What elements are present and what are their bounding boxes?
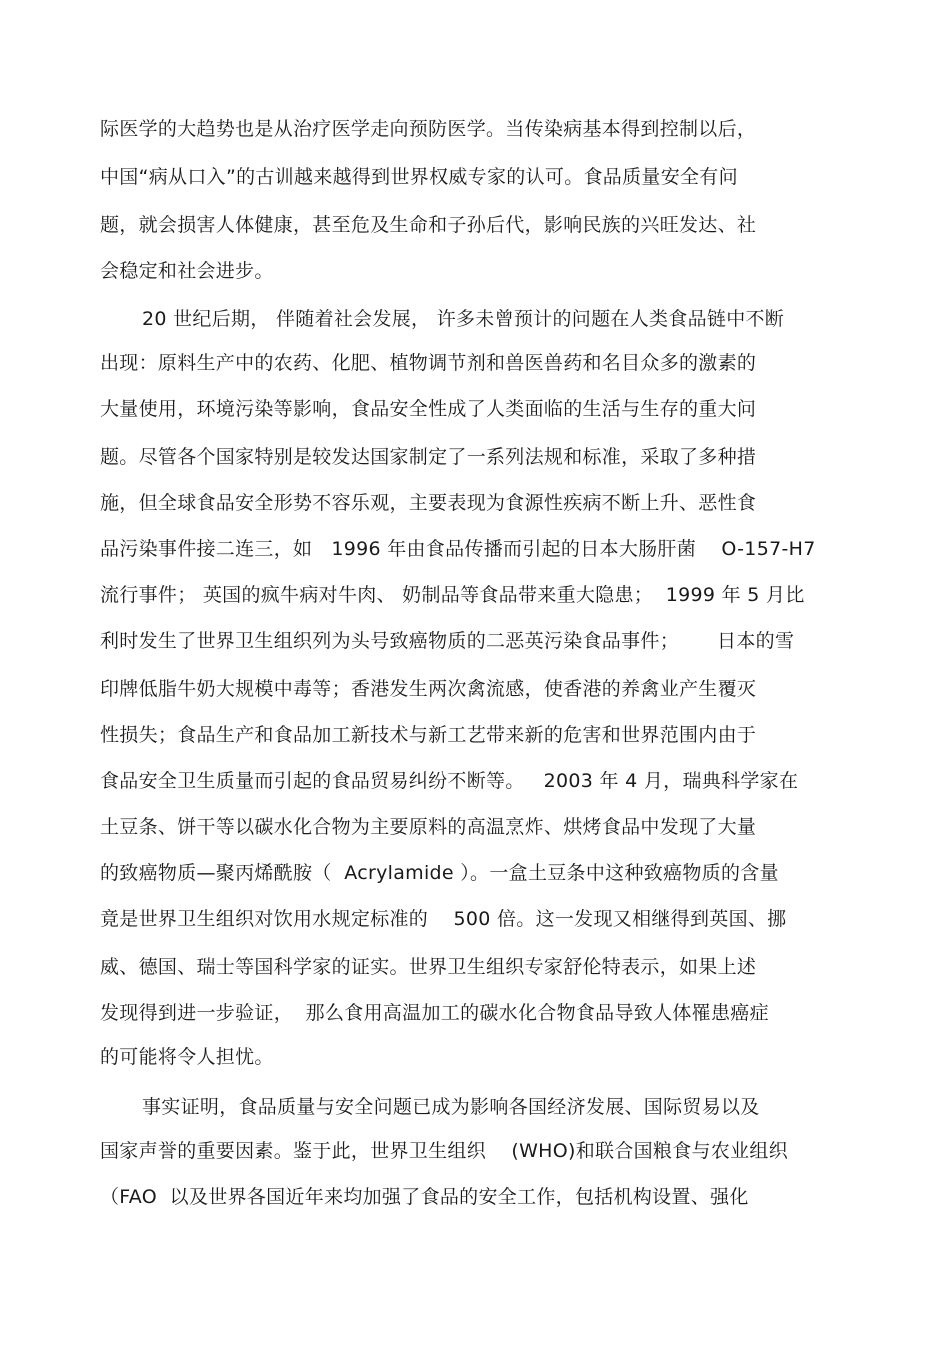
text-line: 际医学的大趋势也是从治疗医学走向预防医学。当传染病基本得到控制以后， (100, 118, 757, 140)
text-line: 的致癌物质—聚丙烯酰胺（ Acrylamide ）。一盒土豆条中这种致癌物质的含量 (100, 862, 779, 884)
text-line: 品污染事件接二连三，如 1996 年由食品传播而引起的日本大肠肝菌 O-157-H7 (100, 538, 816, 560)
text-line: 土豆条、饼干等以碳水化合物为主要原料的高温烹炸、烘烤食品中发现了大量 (100, 816, 757, 838)
text-line: 国家声誉的重要因素。鉴于此，世界卫生组织 (WHO)和联合国粮食与农业组织 (100, 1140, 789, 1162)
text-line: 事实证明，食品质量与安全问题已成为影响各国经济发展、国际贸易以及 (142, 1096, 760, 1118)
text-line: 印牌低脂牛奶大规模中毒等；香港发生两次禽流感，使香港的养禽业产生覆灭 (100, 678, 757, 700)
text-line: 中国“病从口入”的古训越来越得到世界权威专家的认可。食品质量安全有问 (100, 166, 738, 188)
text-line: 流行事件； 英国的疯牛病对牛肉、 奶制品等食品带来重大隐患； 1999 年 5 月比 (100, 584, 805, 606)
text-line: 的可能将令人担忧。 (100, 1046, 274, 1068)
text-line: 会稳定和社会进步。 (100, 260, 274, 282)
text-line: 施，但全球食品安全形势不容乐观，主要表现为食源性疾病不断上升、恶性食 (100, 492, 757, 514)
text-line: 20 世纪后期， 伴随着社会发展， 许多未曾预计的问题在人类食品链中不断 (142, 308, 785, 330)
text-line: 威、德国、瑞士等国科学家的证实。世界卫生组织专家舒伦特表示，如果上述 (100, 956, 757, 978)
text-line: 竟是世界卫生组织对饮用水规定标准的 500 倍。这一发现又相继得到英国、挪 (100, 908, 787, 930)
text-line: 食品安全卫生质量而引起的食品贸易纠纷不断等。 2003 年 4 月，瑞典科学家在 (100, 770, 799, 792)
text-line: 性损失；食品生产和食品加工新技术与新工艺带来新的危害和世界范围内由于 (100, 724, 757, 746)
text-line: （FAO 以及世界各国近年来均加强了食品的安全工作，包括机构设置、强化 (100, 1186, 749, 1208)
text-line: 题，就会损害人体健康，甚至危及生命和子孙后代，影响民族的兴旺发达、社 (100, 214, 757, 236)
text-line: 题。尽管各个国家特别是较发达国家制定了一系列法规和标准，采取了多种措 (100, 446, 757, 468)
text-line: 大量使用，环境污染等影响，食品安全性成了人类面临的生活与生存的重大问 (100, 398, 757, 420)
text-line: 出现：原料生产中的农药、化肥、植物调节剂和兽医兽药和名目众多的激素的 (100, 352, 757, 374)
text-line: 发现得到进一步验证， 那么食用高温加工的碳水化合物食品导致人体罹患癌症 (100, 1002, 769, 1024)
text-line: 利时发生了世界卫生组织列为头号致癌物质的二恶英污染食品事件； 日本的雪 (100, 630, 795, 652)
